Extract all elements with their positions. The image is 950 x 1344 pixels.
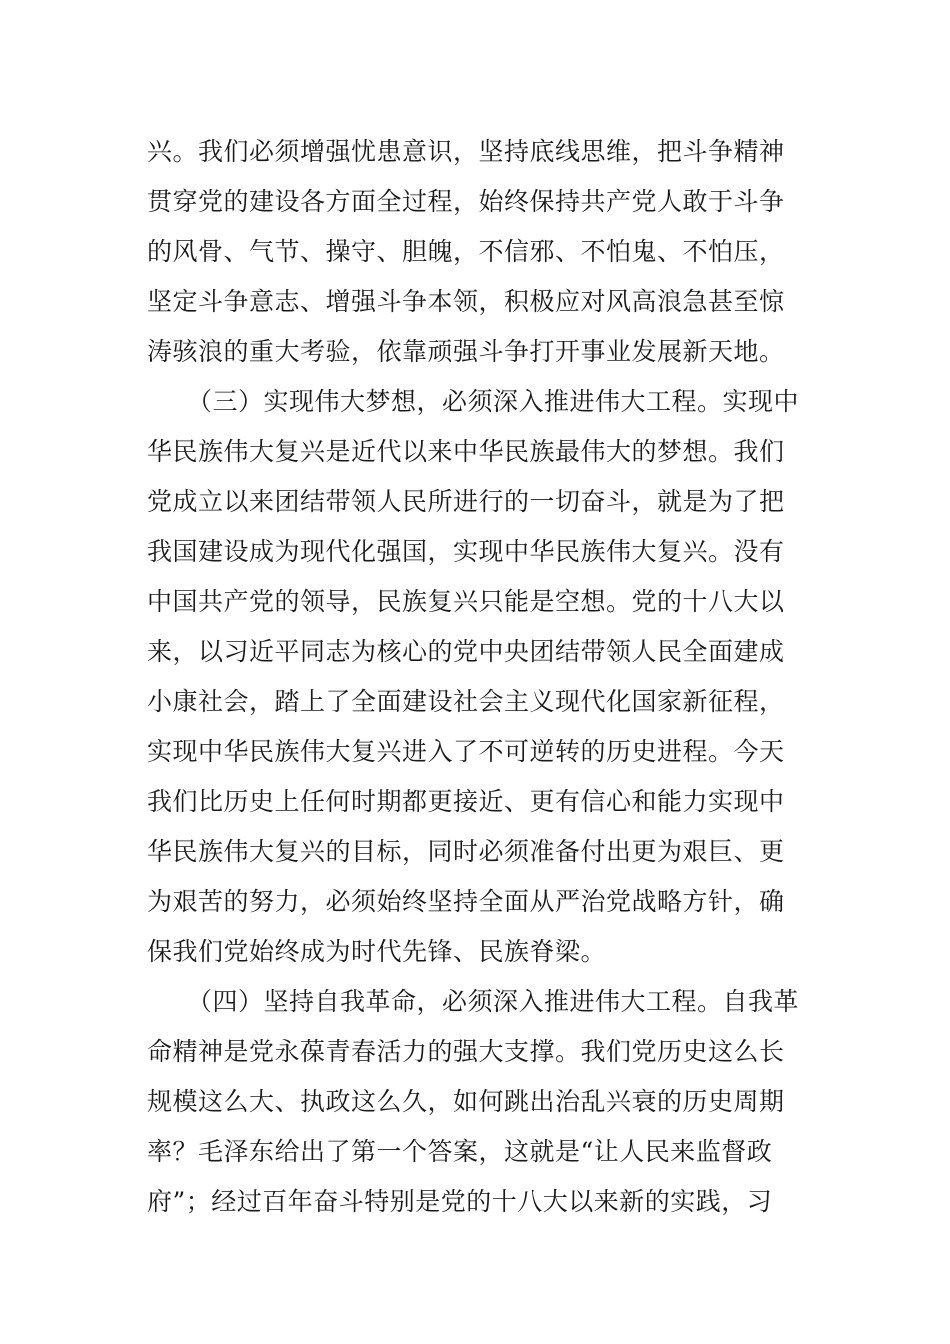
text-line: 来，以习近平同志为核心的党中央团结带领人民全面建成	[147, 637, 785, 666]
text-line: 涛骇浪的重大考验，依靠顽强斗争打开事业发展新天地。	[147, 337, 785, 366]
text-line: 率？毛泽东给出了第一个答案，这就是“让人民来监督政	[147, 1137, 773, 1166]
text-line: 的风骨、气节、操守、胆魄，不信邪、不怕鬼、不怕压，	[147, 237, 785, 266]
text-line: 实现中华民族伟大复兴进入了不可逆转的历史进程。今天	[147, 737, 785, 766]
text-line: 坚定斗争意志、增强斗争本领，积极应对风高浪急甚至惊	[147, 287, 785, 316]
text-line: 华民族伟大复兴的目标，同时必须准备付出更为艰巨、更	[147, 837, 785, 866]
text-line: 华民族伟大复兴是近代以来中华民族最伟大的梦想。我们	[147, 437, 785, 466]
text-line: 我国建设成为现代化强国，实现中华民族伟大复兴。没有	[147, 537, 785, 566]
text-line: 兴。我们必须增强忧患意识，坚持底线思维，把斗争精神	[147, 137, 785, 166]
text-line: 为艰苦的努力，必须始终坚持全面从严治党战略方针，确	[147, 887, 785, 916]
paragraph-heading-line: （四）坚持自我革命，必须深入推进伟大工程。自我革	[187, 987, 800, 1016]
text-line: 贯穿党的建设各方面全过程，始终保持共产党人敢于斗争	[147, 187, 785, 216]
text-line: 中国共产党的领导，民族复兴只能是空想。党的十八大以	[147, 587, 785, 616]
text-line: 规模这么大、执政这么久，如何跳出治乱兴衰的历史周期	[147, 1087, 785, 1116]
paragraph-heading-line: （三）实现伟大梦想，必须深入推进伟大工程。实现中	[187, 387, 800, 416]
text-line: 我们比历史上任何时期都更接近、更有信心和能力实现中	[147, 787, 785, 816]
text-line: 府”；经过百年奋斗特别是党的十八大以来新的实践，习	[147, 1187, 773, 1216]
text-line: 命精神是党永葆青春活力的强大支撑。我们党历史这么长	[147, 1037, 785, 1066]
text-line: 保我们党始终成为时代先锋、民族脊梁。	[147, 937, 607, 966]
text-line: 小康社会，踏上了全面建设社会主义现代化国家新征程，	[147, 687, 785, 716]
text-line: 党成立以来团结带领人民所进行的一切奋斗，就是为了把	[147, 487, 785, 516]
